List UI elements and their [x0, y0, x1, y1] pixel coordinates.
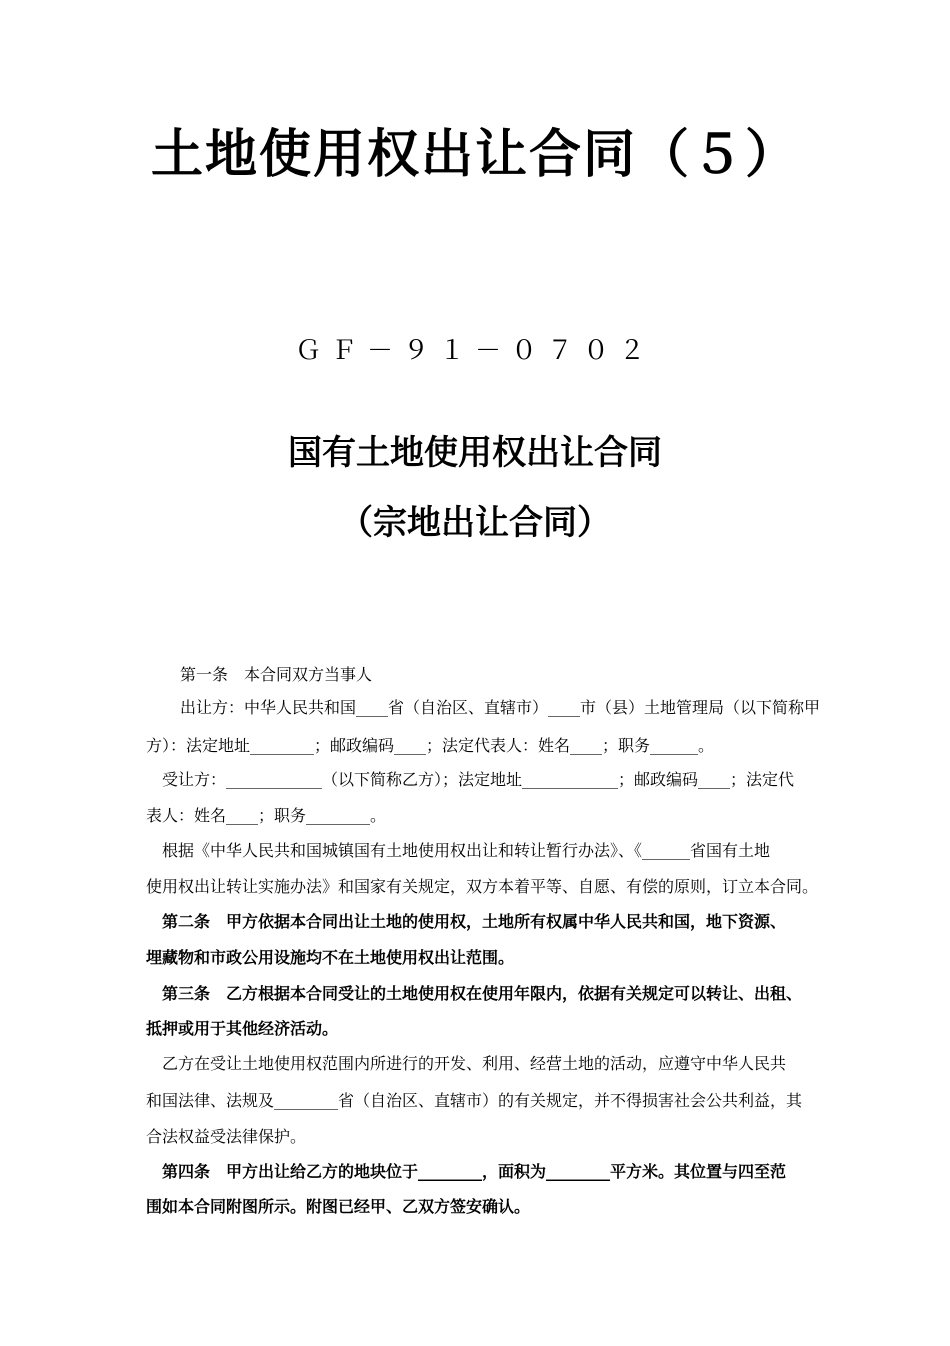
body-line: 乙方在受让土地使用权范围内所进行的开发、利用、经营土地的活动，应遵守中华人民共 — [162, 1054, 787, 1073]
body-line: 和国法律、法规及________省（自治区、直辖市）的有关规定，并不得损害社会公共利益，其 — [146, 1091, 803, 1110]
body-line: 出让方：中华人民共和国____省（自治区、直辖市）____市（县）土地管理局（以下简称甲 — [180, 698, 821, 717]
contract-code: ＧＦ－９１－０７０２ — [294, 336, 655, 366]
body-line: 抵押或用于其他经济活动。 — [146, 1019, 339, 1038]
article-2-heading: 第二条 甲方依据本合同出让土地的使用权，土地所有权属中华人民共和国，地下资源、 — [162, 912, 787, 931]
contract-subtitle-type: （宗地出让合同） — [339, 503, 611, 543]
body-line: 表人：姓名____；职务________。 — [146, 806, 387, 825]
body-line: 围如本合同附图所示。附图已经甲、乙双方签安确认。 — [146, 1197, 531, 1216]
article-3-heading: 第三条 乙方根据本合同受让的土地使用权在使用年限内，依据有关规定可以转让、出租、 — [162, 984, 803, 1003]
body-line: 根据《中华人民共和国城镇国有土地使用权出让和转让暂行办法》、《______省国有土地 — [162, 841, 771, 860]
article-4-heading: 第四条 甲方出让给乙方的地块位于________，面积为________平方米。其位置与四至范 — [162, 1162, 787, 1181]
contract-subtitle: 国有土地使用权出让合同 — [288, 433, 662, 473]
body-line: 使用权出让转让实施办法》和国家有关规定，双方本着平等、自愿、有偿的原则，订立本合同。 — [146, 877, 819, 896]
document-title: 土地使用权出让合同（５） — [150, 124, 799, 185]
body-line: 方）：法定地址________；邮政编码____；法定代表人：姓名____；职务______。 — [146, 736, 715, 755]
article-1-heading: 第一条 本合同双方当事人 — [180, 665, 373, 684]
body-line: 埋藏物和市政公用设施均不在土地使用权出让范围。 — [146, 948, 515, 967]
body-line: 合法权益受法律保护。 — [146, 1127, 307, 1146]
body-line: 受让方：____________（以下简称乙方）；法定地址____________；邮政编码____；法定代 — [162, 770, 795, 789]
